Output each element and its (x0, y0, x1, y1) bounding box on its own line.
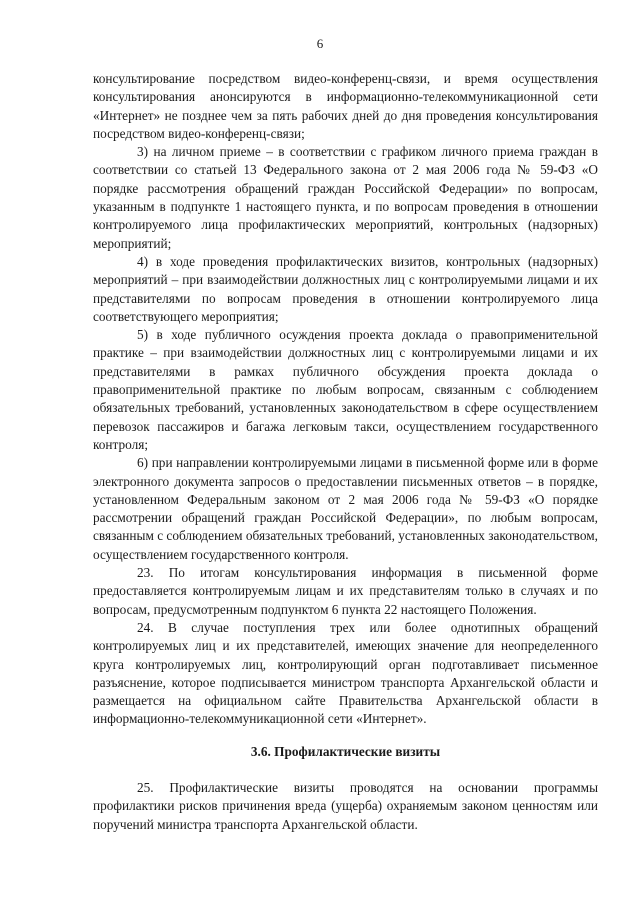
page-number: 6 (316, 36, 324, 51)
section-heading: 3.6. Профилактические визиты (250, 743, 441, 759)
paragraph-consultation-continued: консультирование посредством видео-конференц-связи, и время осуществления консультирования анонсируются в информационно-телекоммуникационной сети «Интернет» не позднее чем за пять рабочих дней до дня проведения консультирования посредством видео-конференц-связи; (93, 71, 598, 141)
paragraph-item-5: 5) в ходе публичного осуждения проекта доклада о правоприменительной практике – при взаимодействии должностных лиц с контролируемыми лицами и их представителями в рамках публичного обсуждения проекта доклада о правоприменительной практике по любым вопросам, связанным с соблюдением обязательных требований, установленных законодательством в сфере осуществлением перевозок пассажиров и багажа легковым такси, осуществлением государственного контроля; (93, 327, 598, 452)
paragraph-item-3: 3) на личном приеме – в соответствии с графиком личного приема граждан в соответствии со статьей 13 Федерального закона от 2 мая 2006 года № 59-ФЗ «О порядке рассмотрения обращений граждан Российской Федерации» по вопросам, указанным в подпункте 1 настоящего пункта, и по вопросам проведения в отношении контролируемого лица профилактических мероприятий, контрольных (надзорных) мероприятий; (93, 144, 598, 251)
paragraph-item-4: 4) в ходе проведения профилактических визитов, контрольных (надзорных) мероприятий – при взаимодействии должностных лиц с контролируемыми лицами и их представителями по вопросам проведения в отношении контролируемого лица соответствующего мероприятия; (93, 253, 598, 324)
paragraph-item-6: 6) при направлении контролируемыми лицами в письменной форме или в форме электронного документа запросов о предоставлении письменных ответов – в порядке, установленном Федеральным законом от 2 мая 2006 года № 59-ФЗ «О порядке рассмотрении обращений граждан Российской Федерации», по любым вопросам, связанным с соблюдением обязательных требований, установленных законодательством, осуществлением государственного контроля. (93, 455, 598, 562)
document-body (93, 70, 598, 834)
paragraph-24: 24. В случае поступления трех или более однотипных обращений контролируемых лиц и их представителей, имеющих значение для неопределенного круга контролируемых лиц, контролирующий орган подготавливает письменное разъяснение, которое подписывается министром транспорта Архангельской области и размещается на официальном сайте Правительства Архангельской области в информационно-телекоммуникационной сети «Интернет». (93, 619, 598, 727)
paragraph-25: 25. Профилактические визиты проводятся на основании программы профилактики рисков причинения вреда (ущерба) охраняемым законом ценностям или поручений министра транспорта Архангельской области. (93, 779, 598, 832)
paragraph-23: 23. По итогам консультирования информация в письменной форме предоставляется контролируемым лицам и их представителям только в случаях и по вопросам, предусмотренным подпунктом 6 пункта 22 настоящего Положения. (93, 565, 598, 617)
